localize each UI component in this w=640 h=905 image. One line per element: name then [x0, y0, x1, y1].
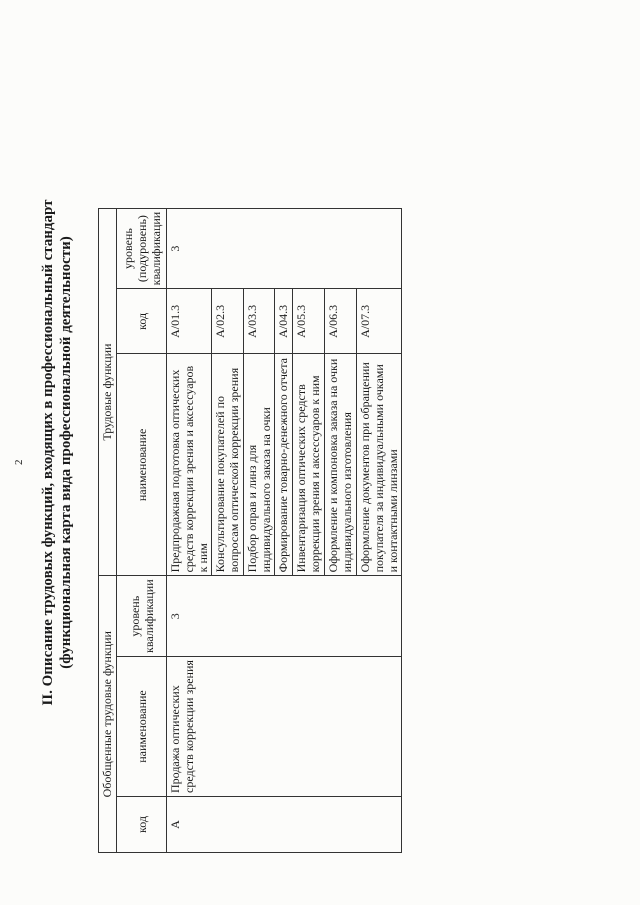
generalized-code: A	[167, 797, 402, 853]
labor-function-name: Подбор оправ и линз для индивидуального заказа на очки	[244, 354, 275, 576]
labor-function-name: Предпродажная подготовка оптических средств коррекции зрения и аксессуаров к ним	[167, 354, 212, 576]
labor-function-code: A/03.3	[244, 289, 275, 354]
labor-function-code: A/06.3	[325, 289, 357, 354]
labor-function-code: A/04.3	[275, 289, 293, 354]
section-subtitle: (функциональная карта вида профессиональной деятельности)	[58, 236, 74, 669]
generalized-level: 3	[167, 576, 402, 657]
labor-function-name: Формирование товарно-денежного отчета	[275, 354, 293, 576]
table-header-row	[99, 208, 117, 852]
labor-function-name: Консультирование покупателей по вопросам оптической коррекции зрения	[212, 354, 244, 576]
section-title: II. Описание трудовых функций, входящих в профессиональный стандарт	[40, 199, 56, 706]
header-sublevel: уровень (подуровень) квалификации	[117, 208, 167, 289]
table-row	[167, 208, 212, 852]
header-generalized: Обобщенные трудовые функции	[99, 576, 117, 853]
labor-function-code: A/07.3	[357, 289, 402, 354]
header-level: уровень квалификации	[117, 576, 167, 657]
header-labor-name: наименование	[117, 354, 167, 576]
table-subheader-row	[117, 208, 167, 852]
labor-function-code: A/02.3	[212, 289, 244, 354]
labor-function-code: A/01.3	[167, 289, 212, 354]
functional-map-table	[98, 208, 402, 853]
generalized-name: Продажа оптических средств коррекции зрения	[167, 657, 402, 797]
header-labor-code: код	[117, 289, 167, 354]
header-labor: Трудовые функции	[99, 208, 117, 576]
page-number: 2	[13, 459, 25, 465]
labor-function-name: Оформление документов при обращении покупателя за индивидуальными очками и контактными линзами	[357, 354, 402, 576]
labor-function-name: Оформление и компоновка заказа на очки индивидуального изготовления	[325, 354, 357, 576]
labor-level: 3	[167, 208, 402, 289]
header-name: наименование	[117, 657, 167, 797]
labor-function-name: Инвентаризация оптических средств коррекции зрения и аксессуаров к ним	[293, 354, 325, 576]
labor-function-code: A/05.3	[293, 289, 325, 354]
header-code: код	[117, 797, 167, 853]
